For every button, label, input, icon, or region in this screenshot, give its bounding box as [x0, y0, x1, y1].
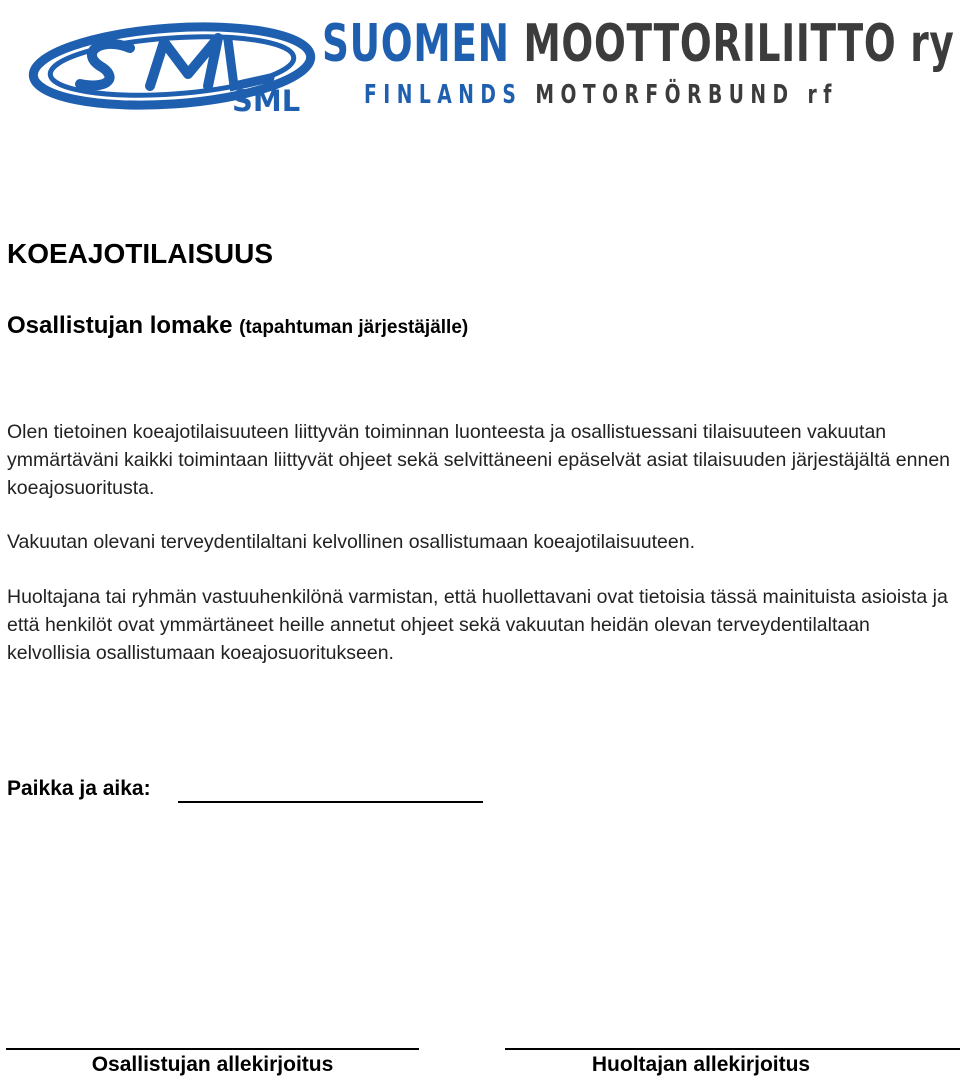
document-header: [0, 0, 960, 120]
subtitle-note: (tapahtuman järjestäjälle): [239, 317, 469, 338]
guardian-signature-label: Huoltajan allekirjoitus: [591, 1053, 811, 1076]
sml-logo: [22, 8, 322, 118]
awareness-statement: Olen tietoinen koeajotilaisuuteen liittyvän toiminnan luonteesta ja osallistuessani tilaisuuteen vakuutan ymmärtäväni kaikki toimintaan liittyvät ohjeet sekä selvittäneeni epäselvät asiat tilaisuuden järjestäjältä ennen koeajosuoritusta.: [7, 421, 951, 499]
document-title: KOEAJOTILAISUUS: [7, 238, 274, 269]
participant-signature-label: Osallistujan allekirjoitus: [91, 1053, 334, 1076]
svg-text:SML: SML: [232, 84, 301, 118]
guardian-statement: Huoltajana tai ryhmän vastuuhenkilönä varmistan, että huollettavani ovat tietoisia tässä mainituista asioista ja että henkilöt ovat ymmärtäneet heille annetut ohjeet sekä vakuutan heidän olevan terveydentilaltaan kelvollisia osallistumaan koeajosuoritukseen.: [7, 586, 948, 664]
place-time-label: Paikka ja aika:: [7, 777, 151, 800]
form-subtitle: [7, 310, 468, 344]
subtitle-main: Osallistujan lomake: [7, 312, 233, 339]
place-time-field[interactable]: [178, 801, 483, 803]
organization-name-swedish: FINLANDS MOTORFÖRBUND rf: [364, 80, 838, 110]
health-statement: Vakuutan olevani terveydentilaltani kelvollinen osallistumaan koeajotilaisuuteen.: [7, 531, 695, 553]
organization-name-finnish: SUOMEN MOOTTORILIITTO ry: [322, 14, 955, 74]
